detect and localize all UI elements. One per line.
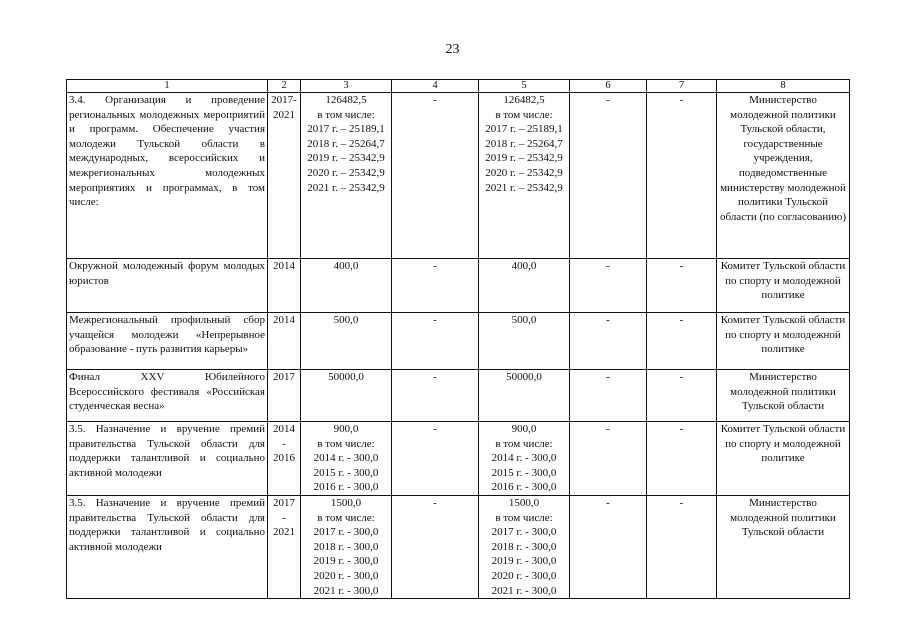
amount-line: 126482,5 bbox=[503, 94, 545, 106]
col6-cell: - bbox=[570, 313, 647, 370]
amount-line: 2020 г. – 25342,9 bbox=[307, 166, 385, 179]
col6-cell: - bbox=[570, 259, 647, 313]
amount-line: 50000,0 bbox=[506, 371, 542, 383]
col7-cell: - bbox=[647, 313, 717, 370]
amount-line: 1500,0 bbox=[330, 496, 362, 509]
amount-line: 400,0 bbox=[511, 260, 537, 272]
period-cell: 2014 bbox=[268, 259, 301, 313]
regional-budget-cell bbox=[479, 495, 570, 598]
amount-line: 2017 г. – 25189,1 bbox=[485, 123, 563, 136]
period-cell: 2014 bbox=[268, 313, 301, 370]
col7-cell: - bbox=[647, 259, 717, 313]
col4-cell: - bbox=[392, 370, 479, 422]
column-header: 6 bbox=[570, 80, 647, 93]
col4-cell: - bbox=[392, 259, 479, 313]
amount-line: в том числе: bbox=[317, 108, 375, 121]
amount-line: 2019 г. - 300,0 bbox=[313, 555, 379, 568]
col6-cell: - bbox=[570, 93, 647, 259]
amount-line: 500,0 bbox=[333, 314, 359, 326]
total-funding-cell bbox=[301, 422, 392, 496]
executor-cell: Комитет Тульской области по спорту и молодежной политике bbox=[717, 313, 850, 370]
table-row bbox=[67, 370, 850, 422]
amount-line: 2015 г. - 300,0 bbox=[313, 466, 379, 479]
amount-line: 2017 г. - 300,0 bbox=[313, 526, 379, 539]
col7-cell: - bbox=[647, 422, 717, 496]
amount-line: 2017 г. - 300,0 bbox=[491, 526, 557, 539]
amount-line: 2021 г. – 25342,9 bbox=[485, 181, 563, 194]
column-header: 5 bbox=[479, 80, 570, 93]
period-cell: 2014 - 2016 bbox=[268, 422, 301, 496]
amount-line: 2020 г. - 300,0 bbox=[491, 569, 557, 582]
period-cell: 2017 bbox=[268, 370, 301, 422]
column-header: 2 bbox=[268, 80, 301, 93]
total-funding-cell bbox=[301, 259, 392, 313]
amount-line: 2021 г. - 300,0 bbox=[491, 584, 557, 597]
col6-cell: - bbox=[570, 422, 647, 496]
amount-line: 50000,0 bbox=[328, 371, 364, 383]
regional-budget-cell bbox=[479, 313, 570, 370]
col4-cell: - bbox=[392, 93, 479, 259]
table-row bbox=[67, 422, 850, 496]
regional-budget-cell bbox=[479, 93, 570, 259]
table-row bbox=[67, 93, 850, 259]
amount-line: 2019 г. – 25342,9 bbox=[485, 152, 563, 165]
table-row bbox=[67, 259, 850, 313]
col6-cell: - bbox=[570, 370, 647, 422]
amount-line: в том числе: bbox=[495, 511, 553, 524]
amount-line: 2014 г. - 300,0 bbox=[313, 452, 379, 465]
executor-cell: Министерство молодежной политики Тульской области bbox=[717, 370, 850, 422]
activity-name-cell: 3.5. Назначение и вручение премий правительства Тульской области для поддержки талантливой и социально активной молодежи bbox=[67, 495, 268, 598]
amount-line: 2020 г. - 300,0 bbox=[313, 569, 379, 582]
amount-line: в том числе: bbox=[495, 437, 553, 450]
col7-cell: - bbox=[647, 93, 717, 259]
amount-line: 2018 г. – 25264,7 bbox=[307, 137, 385, 150]
activity-name-cell: 3.5. Назначение и вручение премий правительства Тульской области для поддержки талантливой и социально активной молодежи bbox=[67, 422, 268, 496]
executor-cell: Комитет Тульской области по спорту и молодежной политике bbox=[717, 422, 850, 496]
table-header-row bbox=[67, 80, 850, 93]
amount-line: в том числе: bbox=[317, 511, 375, 524]
column-header: 8 bbox=[717, 80, 850, 93]
amount-line: 2018 г. - 300,0 bbox=[491, 540, 557, 553]
table-row bbox=[67, 495, 850, 598]
regional-budget-cell bbox=[479, 259, 570, 313]
amount-line: 2016 г. - 300,0 bbox=[313, 481, 379, 494]
activity-name-cell: 3.4. Организация и проведение региональных молодежных мероприятий и программ. Обеспечение участия молодежи Тульской области в международных, всероссийских и межрегиональных молодежных мероприятиях и программах, в том числе: bbox=[67, 93, 268, 259]
amount-line: 2015 г. - 300,0 bbox=[491, 466, 557, 479]
amount-line: 500,0 bbox=[511, 314, 537, 326]
amount-line: 2018 г. – 25264,7 bbox=[485, 137, 563, 150]
page-number: 23 bbox=[445, 42, 460, 57]
amount-line: 2021 г. – 25342,9 bbox=[307, 181, 385, 194]
amount-line: 2016 г. - 300,0 bbox=[491, 481, 557, 494]
program-table bbox=[66, 79, 850, 599]
col4-cell: - bbox=[392, 313, 479, 370]
total-funding-cell bbox=[301, 93, 392, 259]
activity-name-cell: Финал XXV Юбилейного Всероссийского фестиваля «Российская студенческая весна» bbox=[67, 370, 268, 422]
amount-line: 2019 г. – 25342,9 bbox=[307, 152, 385, 165]
total-funding-cell bbox=[301, 370, 392, 422]
amount-line: 2021 г. - 300,0 bbox=[313, 584, 379, 597]
column-header: 1 bbox=[67, 80, 268, 93]
amount-line: 2018 г. - 300,0 bbox=[313, 540, 379, 553]
activity-name-cell: Окружной молодежный форум молодых юристов bbox=[67, 259, 268, 313]
table-row bbox=[67, 313, 850, 370]
amount-line: в том числе: bbox=[495, 108, 553, 121]
regional-budget-cell bbox=[479, 422, 570, 496]
amount-line: 2020 г. – 25342,9 bbox=[485, 166, 563, 179]
regional-budget-cell bbox=[479, 370, 570, 422]
col6-cell: - bbox=[570, 495, 647, 598]
executor-cell: Министерство молодежной политики Тульской области, государственные учреждения, подведомственные министерству молодежной политики Тульской области (по согласованию) bbox=[717, 93, 850, 259]
amount-line: 2014 г. - 300,0 bbox=[491, 452, 557, 465]
amount-line: в том числе: bbox=[317, 437, 375, 450]
total-funding-cell bbox=[301, 495, 392, 598]
amount-line: 126482,5 bbox=[325, 94, 367, 106]
col7-cell: - bbox=[647, 370, 717, 422]
column-header: 7 bbox=[647, 80, 717, 93]
period-cell: 2017 - 2021 bbox=[268, 495, 301, 598]
amount-line: 900,0 bbox=[511, 423, 537, 435]
total-funding-cell bbox=[301, 313, 392, 370]
col4-cell: - bbox=[392, 495, 479, 598]
amount-line: 900,0 bbox=[333, 423, 359, 435]
executor-cell: Комитет Тульской области по спорту и молодежной политике bbox=[717, 259, 850, 313]
amount-line: 2017 г. – 25189,1 bbox=[307, 123, 385, 136]
amount-line: 1500,0 bbox=[508, 496, 540, 509]
col7-cell: - bbox=[647, 495, 717, 598]
executor-cell: Министерство молодежной политики Тульской области bbox=[717, 495, 850, 598]
column-header: 4 bbox=[392, 80, 479, 93]
column-header: 3 bbox=[301, 80, 392, 93]
col4-cell: - bbox=[392, 422, 479, 496]
amount-line: 400,0 bbox=[333, 260, 359, 272]
activity-name-cell: Межрегиональный профильный сбор учащейся молодежи «Непрерывное образование - путь развития карьеры» bbox=[67, 313, 268, 370]
amount-line: 2019 г. - 300,0 bbox=[491, 555, 557, 568]
period-cell: 2017-2021 bbox=[268, 93, 301, 259]
